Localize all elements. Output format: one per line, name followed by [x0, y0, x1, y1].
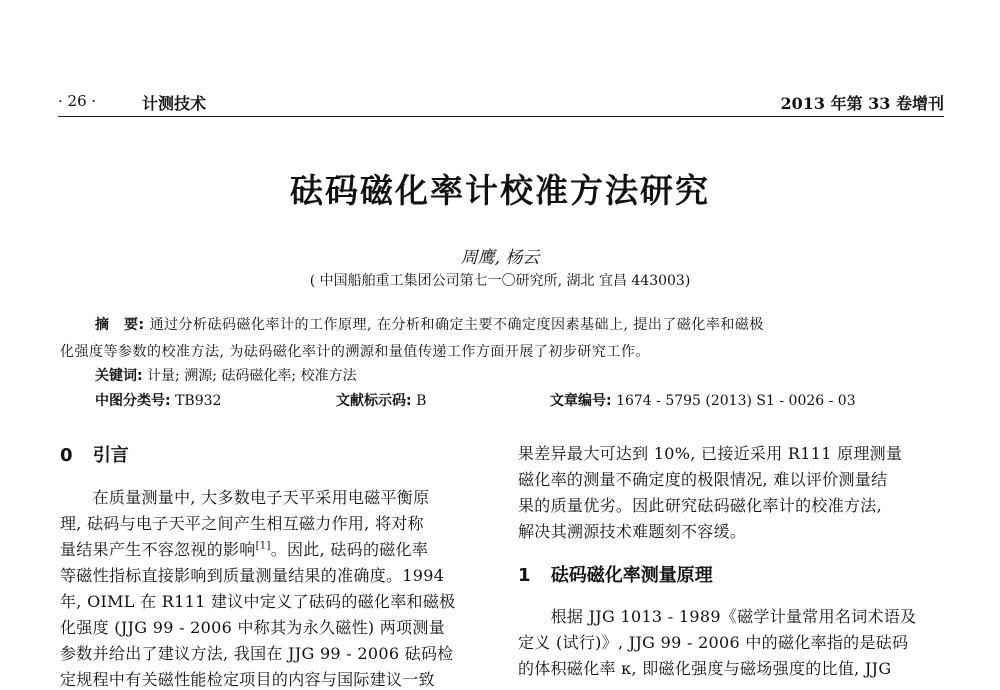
page-number: · 26 ·: [58, 92, 97, 110]
authors: 周鹰, 杨云: [460, 248, 540, 268]
right-col-line: 解决其溯源技术难题刻不容缓。: [518, 522, 747, 541]
classification-value: TB932: [175, 393, 222, 409]
left-col-line-text: 量结果产生不容忽视的影响: [60, 540, 256, 559]
abstract-label: 摘 要:: [95, 317, 145, 333]
left-col-line: 化强度 (JJG 99 - 2006 中称其为永久磁性) 两项测量: [60, 618, 445, 637]
citation[interactable]: [1]: [255, 540, 271, 552]
left-col-line: 等磁性指标直接影响到质量测量结果的准确度。1994: [60, 566, 445, 585]
article-number-value: 1674 - 5795 (2013) S1 - 0026 - 03: [616, 393, 856, 409]
keywords: [95, 365, 357, 385]
issue-info: 2013 年第 33 卷增刊: [780, 94, 944, 113]
abstract-text-1: 通过分析砝码磁化率计的工作原理, 在分析和确定主要不确定度因素基础上, 提出了磁化率和磁极: [149, 317, 764, 333]
right-col-line: 磁化率的测量不确定度的极限情况, 难以评价测量结: [518, 470, 888, 489]
left-col-line: 年, OIML 在 R111 建议中定义了砝码的磁化率和磁极: [60, 592, 456, 611]
section-heading-principle: [518, 561, 713, 587]
abstract-text-2: 化强度等参数的校准方法, 为砝码磁化率计的溯源和量值传递工作方面开展了初步研究工作。: [60, 344, 650, 360]
section-title: 引言: [92, 445, 129, 466]
right-col-line: 定义 (试行)》, JJG 99 - 2006 中的磁化率指的是砝码: [518, 633, 909, 652]
section-heading-intro: [60, 441, 129, 467]
header-rule: [58, 116, 944, 117]
abstract-line-1: [95, 314, 764, 334]
right-col-line: 根据 JJG 1013 - 1989《磁学计量常用名词术语及: [518, 607, 917, 626]
left-col-line: 理, 砝码与电子天平之间产生相互磁力作用, 将对称: [60, 514, 424, 533]
left-col-line: 定规程中有关磁性能检定项目的内容与国际建议一致: [60, 670, 435, 689]
document-code: [336, 390, 426, 410]
section-title: 砝码磁化率测量原理: [550, 565, 713, 586]
article-number: [550, 390, 856, 410]
classification-label: 中图分类号:: [95, 393, 171, 409]
left-col-line: [60, 537, 428, 560]
left-col-line: 在质量测量中, 大多数电子天平采用电磁平衡原: [60, 488, 430, 507]
section-number: 1: [518, 565, 531, 586]
document-code-value: B: [416, 393, 427, 409]
affiliation: ( 中国船舶重工集团公司第七一〇研究所, 湖北 宜昌 443003): [309, 273, 691, 289]
paper-title: 砝码磁化率计校准方法研究: [290, 171, 710, 210]
right-col-line: 果的质量优劣。因此研究砝码磁化率计的校准方法,: [518, 496, 882, 515]
right-col-line: 果差异最大可达到 10%, 已接近采用 R111 原理测量: [518, 444, 903, 463]
keywords-label: 关键词:: [95, 368, 143, 384]
section-number: 0: [60, 445, 73, 466]
article-number-label: 文章编号:: [550, 393, 612, 409]
right-col-line: 的体积磁化率 κ, 即磁化强度与磁场强度的比值, JJG: [518, 659, 892, 678]
left-col-line-tail: 。因此, 砝码的磁化率: [270, 540, 429, 559]
journal-name: 计测技术: [142, 94, 207, 113]
document-code-label: 文献标示码:: [336, 393, 412, 409]
left-col-line: 参数并给出了建议方法, 我国在 JJG 99 - 2006 砝码检: [60, 644, 454, 663]
keywords-text: 计量; 溯源; 砝码磁化率; 校准方法: [147, 368, 357, 384]
classification: [95, 390, 221, 410]
